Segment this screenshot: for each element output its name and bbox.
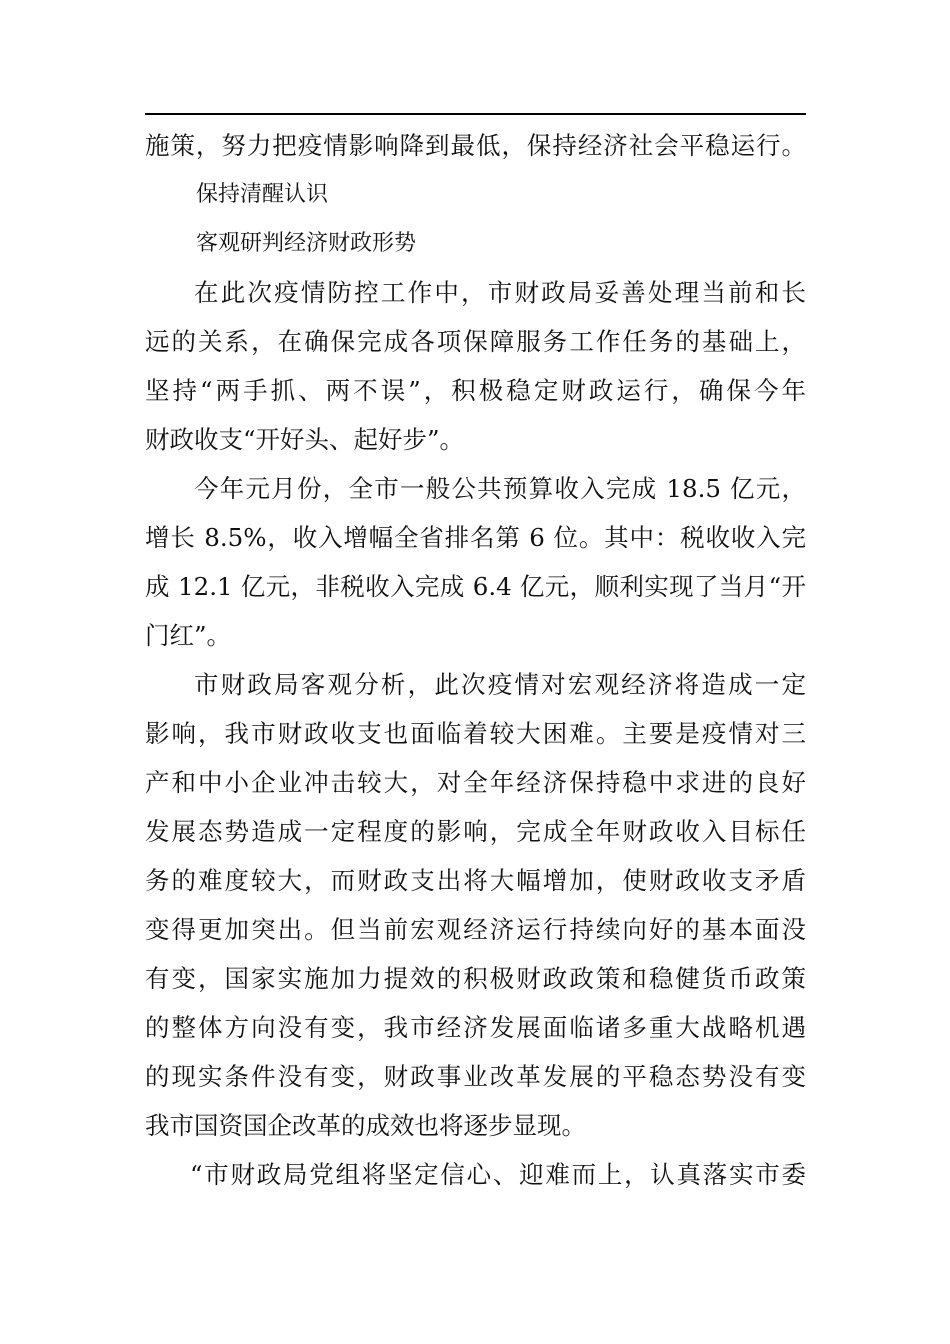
paragraph-line: 我市国资国企改革的成效也将逐步显现。 (145, 1111, 586, 1140)
paragraph-line: 市财政局客观分析，此次疫情对宏观经济将造成一定 (194, 670, 806, 699)
paragraph-line: 今年元月份，全市一般公共预算收入完成 18.5 亿元， (194, 474, 806, 503)
paragraph-line: “市财政局党组将坚定信心、迎难而上，认真落实市委 (190, 1160, 806, 1189)
paragraph-line: 门红”。 (145, 621, 232, 650)
paragraph-line: 财政收支“开好头、起好步”。 (145, 425, 465, 454)
article-body (145, 121, 806, 1199)
paragraph-line: 务的难度较大，而财政支出将大幅增加，使财政收支矛盾 (145, 866, 806, 895)
paragraph-line: 的现实条件没有变，财政事业改革发展的平稳态势没有变 (145, 1062, 806, 1091)
paragraph-line: 成 12.1 亿元，非税收入完成 6.4 亿元，顺利实现了当月“开 (145, 572, 806, 601)
paragraph-line: 施策，努力把疫情影响降到最低，保持经济社会平稳运行。 (145, 131, 806, 160)
paragraph-line: 坚持“两手抓、两不误”，积极稳定财政运行，确保今年 (145, 376, 806, 405)
section-heading-1: 保持清醒认识 (196, 182, 329, 207)
paragraph-line: 在此次疫情防控工作中，市财政局妥善处理当前和长 (194, 278, 806, 307)
paragraph-line: 远的关系，在确保完成各项保障服务工作任务的基础上， (145, 327, 806, 356)
paragraph-line: 变得更加突出。但当前宏观经济运行持续向好的基本面没 (145, 915, 806, 944)
paragraph-line: 产和中小企业冲击较大，对全年经济保持稳中求进的良好 (145, 768, 806, 797)
paragraph-line: 的整体方向没有变，我市经济发展面临诸多重大战略机遇 (145, 1013, 806, 1042)
paragraph-line: 有变，国家实施加力提效的积极财政政策和稳健货币政策 (145, 964, 806, 993)
section-heading-2: 客观研判经济财政形势 (196, 231, 417, 256)
paragraph-line: 发展态势造成一定程度的影响，完成全年财政收入目标任 (145, 817, 806, 846)
header-rule (145, 113, 806, 115)
paragraph-line: 影响，我市财政收支也面临着较大困难。主要是疫情对三 (145, 719, 806, 748)
paragraph-line: 增长 8.5%，收入增幅全省排名第 6 位。其中：税收收入完 (145, 523, 806, 552)
